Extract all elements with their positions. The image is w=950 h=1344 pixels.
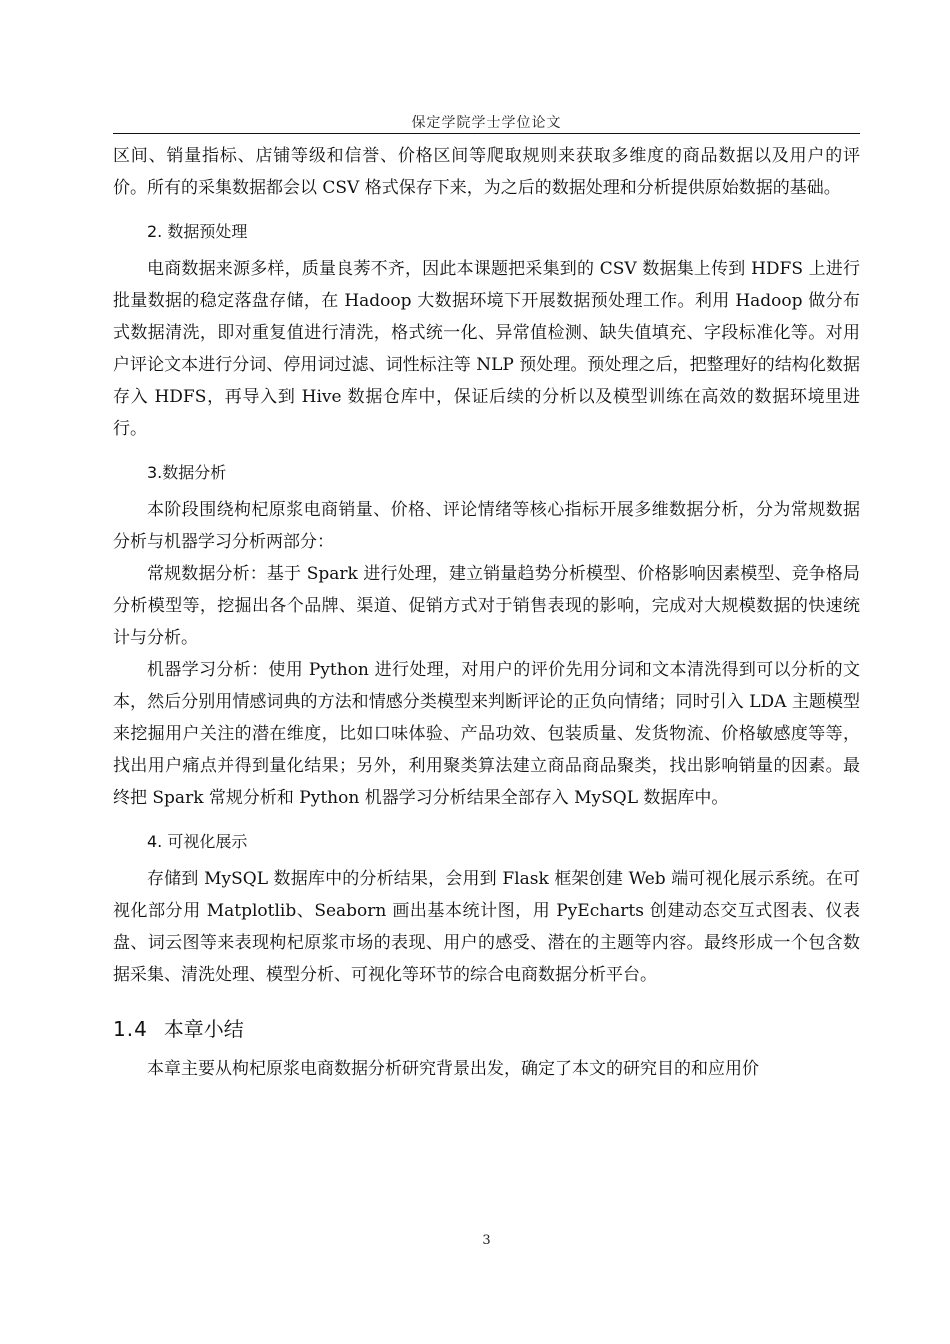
subheading-visualization: 4. 可视化展示: [147, 832, 248, 851]
section-number: 1.4: [113, 1017, 148, 1041]
section-title: 本章小结: [163, 1017, 244, 1041]
body-content: [113, 140, 860, 1085]
header-divider: [113, 133, 860, 134]
paragraph-summary: 本章主要从枸杞原浆电商数据分析研究背景出发，确定了本文的研究目的和应用价: [147, 1059, 759, 1079]
paragraph-collection-continued: 区间、销量指标、店铺等级和信誉、价格区间等爬取规则来获取多维度的商品数据以及用户的评价。所有的采集数据都会以 CSV 格式保存下来，为之后的数据处理和分析提供原始数据的基础。: [113, 146, 860, 198]
paragraph-visualization: 存储到 MySQL 数据库中的分析结果，会用到 Flask 框架创建 Web 端可视化展示系统。在可视化部分用 Matplotlib、Seaborn 画出基本统计图，用 PyEcharts 创建动态交互式图表、仪表盘、词云图等来表现枸杞原浆市场的表现、用户的感受、潜在的主题等内容。最终形成一个包含数据采集、清洗处理、模型分析、可视化等环节的综合电商数据分析平台。: [113, 869, 860, 985]
paragraph-analysis-intro: 本阶段围绕枸杞原浆电商销量、价格、评论情绪等核心指标开展多维数据分析，分为常规数据分析与机器学习分析两部分：: [113, 500, 860, 552]
page-number: 3: [482, 1233, 491, 1248]
subheading-analysis: 3.数据分析: [147, 463, 227, 482]
paragraph-regular-analysis: 常规数据分析：基于 Spark 进行处理，建立销量趋势分析模型、价格影响因素模型、竞争格局分析模型等，挖掘出各个品牌、渠道、促销方式对于销售表现的影响，完成对大规模数据的快速统计与分析。: [113, 564, 860, 648]
paragraph-ml-analysis: 机器学习分析：使用 Python 进行处理，对用户的评价先用分词和文本清洗得到可以分析的文本，然后分别用情感词典的方法和情感分类模型来判断评论的正负向情绪；同时引入 LDA 主题模型来挖掘用户关注的潜在维度，比如口味体验、产品功效、包装质量、发货物流、价格敏感度等等，找出用户痛点并得到量化结果；另外，利用聚类算法建立商品商品聚类，找出影响销量的因素。最终把 Spark 常规分析和 Python 机器学习分析结果全部存入 MySQL 数据库中。: [113, 660, 860, 808]
running-header: 保定学院学士学位论文: [411, 115, 562, 131]
section-heading: [113, 1013, 860, 1045]
paragraph-preprocessing: 电商数据来源多样，质量良莠不齐，因此本课题把采集到的 CSV 数据集上传到 HDFS 上进行批量数据的稳定落盘存储，在 Hadoop 大数据环境下开展数据预处理工作。利用 Hadoop 做分布式数据清洗，即对重复值进行清洗，格式统一化、异常值检测、缺失值填充、字段标准化等。对用户评论文本进行分词、停用词过滤、词性标注等 NLP 预处理。预处理之后，把整理好的结构化数据存入 HDFS，再导入到 Hive 数据仓库中，保证后续的分析以及模型训练在高效的数据环境里进行。: [113, 259, 860, 439]
subheading-preprocessing: 2. 数据预处理: [147, 222, 248, 241]
